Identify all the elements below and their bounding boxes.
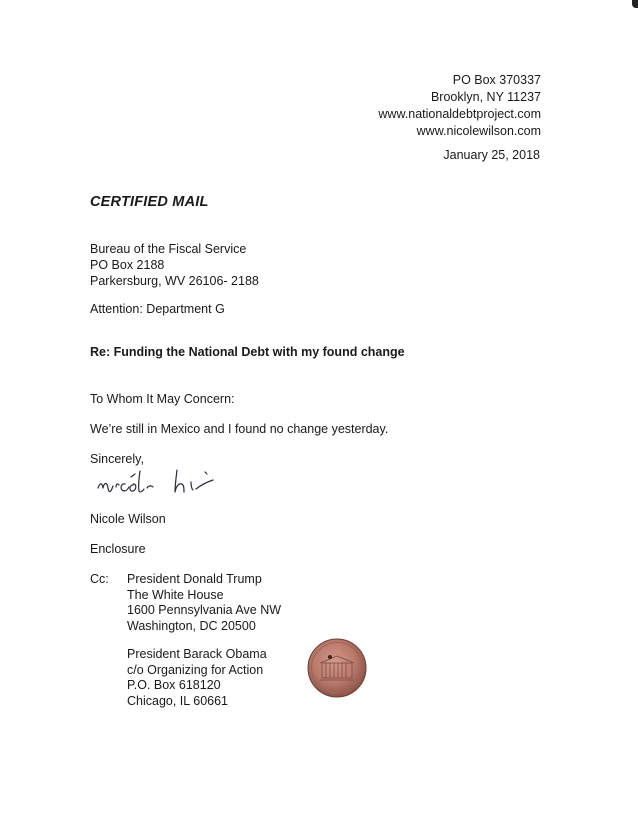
subject-line: Re: Funding the National Debt with my found change xyxy=(90,345,405,359)
closing: Sincerely, xyxy=(90,452,144,466)
cc-recipient-2 xyxy=(127,647,267,709)
cc-recipient-2-line2: c/o Organizing for Action xyxy=(127,662,264,677)
sender-website-1: www.nationaldebtproject.com xyxy=(378,107,541,121)
cc-recipient-1-line1: President Donald Trump xyxy=(127,572,262,586)
scan-corner-mark xyxy=(632,0,638,8)
cc-recipient-2-line1: President Barack Obama xyxy=(127,647,267,661)
recipient-line3: Parkersburg, WV 26106- 2188 xyxy=(90,274,259,288)
enclosure-note: Enclosure xyxy=(90,542,146,556)
sender-address xyxy=(378,72,541,140)
attention-line: Attention: Department G xyxy=(90,302,225,316)
cc-recipient-2-line3: P.O. Box 618120 xyxy=(127,678,221,692)
cc-recipient-1-line3: 1600 Pennsylvania Ave NW xyxy=(127,603,282,617)
recipient-line1: Bureau of the Fiscal Service xyxy=(90,242,247,256)
signer-name: Nicole Wilson xyxy=(90,512,166,526)
cc-recipient-2-line4: Chicago, IL 60661 xyxy=(127,693,229,708)
salutation: To Whom It May Concern: xyxy=(90,392,235,406)
signature-image xyxy=(95,466,245,502)
sender-address-line1: PO Box 370337 xyxy=(452,73,541,87)
cc-recipient-1-line2: The White House xyxy=(127,587,224,602)
recipient-address xyxy=(90,241,259,289)
letter-date: January 25, 2018 xyxy=(443,148,540,162)
delivery-method: CERTIFIED MAIL xyxy=(90,194,209,210)
cc-recipient-1 xyxy=(127,572,281,634)
cc-recipient-1-line4: Washington, DC 20500 xyxy=(127,618,256,633)
cc-label: Cc: xyxy=(90,572,109,586)
sender-address-line2: Brooklyn, NY 11237 xyxy=(430,90,541,104)
penny-coin-image xyxy=(306,637,368,699)
sender-website-2: www.nicolewilson.com xyxy=(416,124,541,138)
recipient-line2: PO Box 2188 xyxy=(90,258,165,272)
body-paragraph: We’re still in Mexico and I found no change yesterday. xyxy=(90,422,389,436)
